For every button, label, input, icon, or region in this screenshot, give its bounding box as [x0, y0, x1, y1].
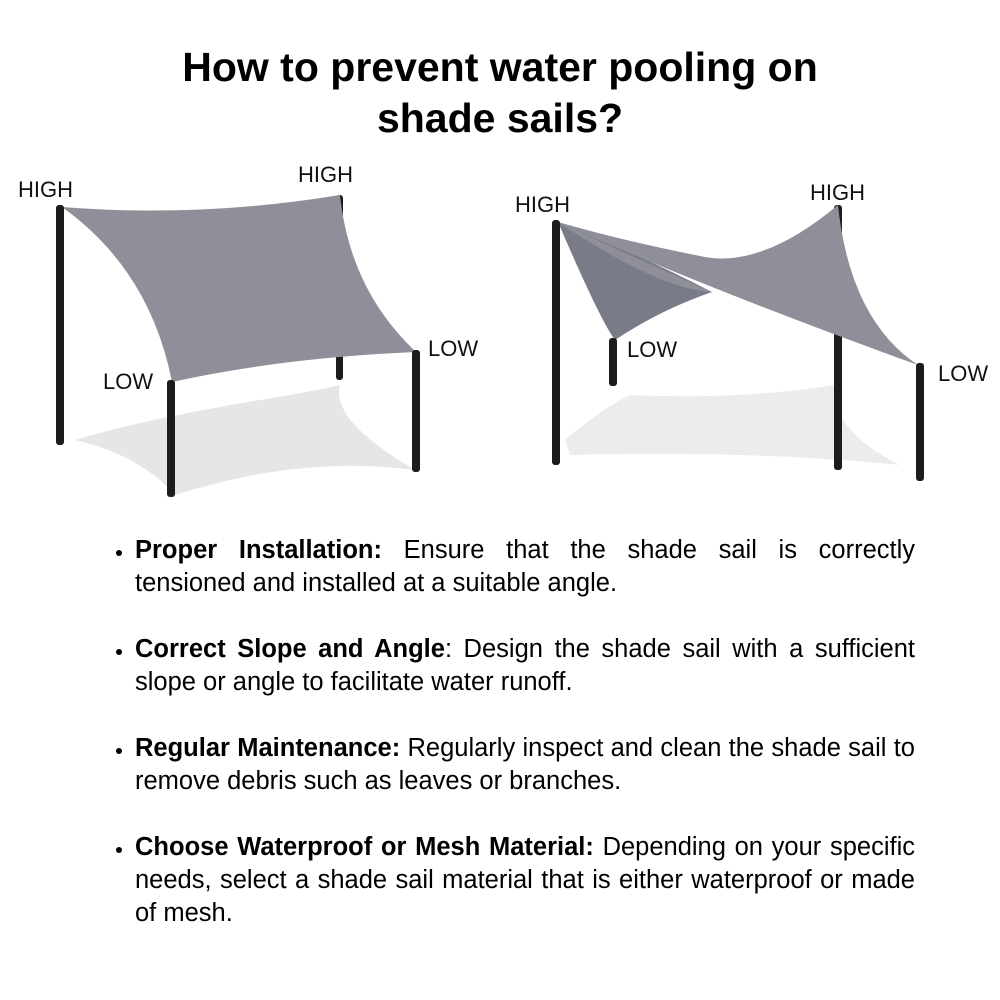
- label-high: HIGH: [298, 162, 353, 187]
- post: [412, 350, 420, 472]
- tip-text: Regularly inspect and clean the shade sail to remove debris such as leaves or branches.: [135, 734, 915, 795]
- tip-text: Ensure that the shade sail is correctly tensioned and installed at a suitable angle.: [135, 536, 915, 597]
- sail: [62, 195, 416, 382]
- title-line-1: How to prevent water pooling on: [182, 44, 818, 90]
- label-high: HIGH: [810, 180, 865, 205]
- left-sail-illustration: [18, 162, 478, 497]
- tip-item: [113, 633, 915, 699]
- tip-text: Depending on your specific needs, select a shade sail material that is either waterproof or made of mesh.: [135, 833, 915, 927]
- tip-text: : Design the shade sail with a sufficient slope or angle to facilitate water runoff.: [135, 635, 915, 696]
- post: [609, 338, 617, 386]
- ground-shadow: [75, 385, 415, 495]
- tip-item: [113, 831, 915, 930]
- tip-heading: Regular Maintenance:: [135, 734, 401, 762]
- post: [552, 220, 560, 465]
- tip-heading: Proper Installation:: [135, 536, 382, 564]
- label-low: LOW: [428, 336, 479, 361]
- sail-underside: [558, 222, 712, 340]
- right-sail-illustration: [515, 180, 988, 481]
- label-high: HIGH: [18, 177, 73, 202]
- post: [916, 363, 924, 481]
- shade-sail-diagram: [0, 150, 1000, 510]
- tip-heading: Correct Slope and Angle: [135, 635, 445, 663]
- title-line-2: shade sails?: [376, 95, 624, 141]
- page-title: [0, 42, 1000, 144]
- tip-item: [113, 732, 915, 798]
- post: [56, 205, 64, 445]
- tip-heading: Choose Waterproof or Mesh Material:: [135, 833, 594, 861]
- label-low: LOW: [938, 361, 989, 386]
- label-low: LOW: [103, 369, 154, 394]
- tips-list: [113, 534, 915, 963]
- label-high: HIGH: [515, 192, 570, 217]
- post: [167, 380, 175, 497]
- tip-item: [113, 534, 915, 600]
- label-low: LOW: [627, 337, 678, 362]
- ground-shadow: [565, 385, 900, 465]
